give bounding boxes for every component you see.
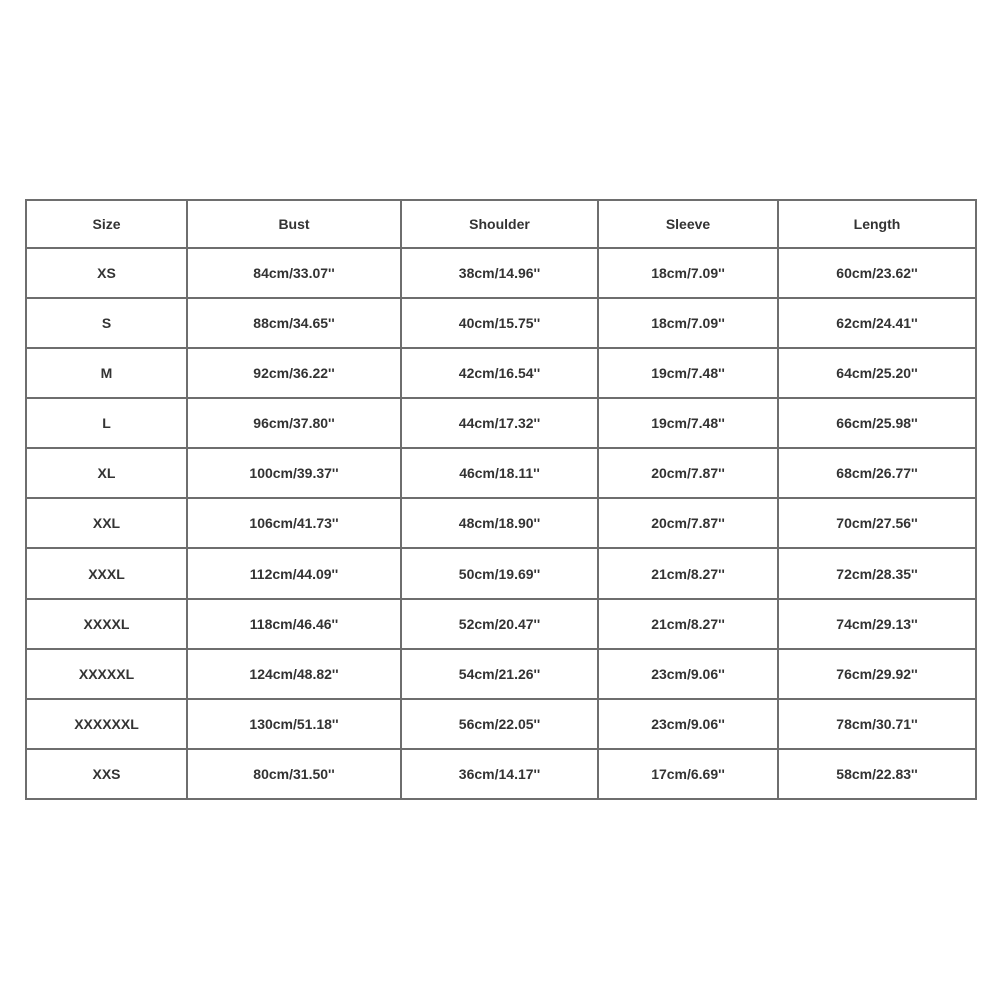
cell-size: XXXL (26, 548, 187, 598)
cell-size: XXS (26, 749, 187, 799)
header-sleeve: Sleeve (598, 200, 778, 248)
cell-length: 58cm/22.83'' (778, 749, 976, 799)
table-row (26, 749, 976, 799)
cell-shoulder: 54cm/21.26'' (401, 649, 598, 699)
cell-size: XS (26, 248, 187, 298)
cell-size: XXL (26, 498, 187, 548)
header-bust: Bust (187, 200, 401, 248)
cell-sleeve: 17cm/6.69'' (598, 749, 778, 799)
table-row (26, 649, 976, 699)
table-row (26, 348, 976, 398)
cell-length: 78cm/30.71'' (778, 699, 976, 749)
cell-sleeve: 23cm/9.06'' (598, 699, 778, 749)
cell-bust: 80cm/31.50'' (187, 749, 401, 799)
cell-sleeve: 20cm/7.87'' (598, 498, 778, 548)
cell-size: S (26, 298, 187, 348)
cell-length: 60cm/23.62'' (778, 248, 976, 298)
cell-length: 64cm/25.20'' (778, 348, 976, 398)
cell-size: XXXXXXL (26, 699, 187, 749)
cell-length: 68cm/26.77'' (778, 448, 976, 498)
cell-length: 66cm/25.98'' (778, 398, 976, 448)
cell-shoulder: 50cm/19.69'' (401, 548, 598, 598)
cell-sleeve: 18cm/7.09'' (598, 298, 778, 348)
table-body (26, 248, 976, 799)
cell-size: XXXXL (26, 599, 187, 649)
cell-bust: 130cm/51.18'' (187, 699, 401, 749)
cell-bust: 106cm/41.73'' (187, 498, 401, 548)
cell-length: 72cm/28.35'' (778, 548, 976, 598)
cell-length: 76cm/29.92'' (778, 649, 976, 699)
cell-bust: 96cm/37.80'' (187, 398, 401, 448)
cell-length: 62cm/24.41'' (778, 298, 976, 348)
cell-bust: 84cm/33.07'' (187, 248, 401, 298)
cell-sleeve: 21cm/8.27'' (598, 599, 778, 649)
cell-sleeve: 19cm/7.48'' (598, 398, 778, 448)
table-row (26, 699, 976, 749)
cell-sleeve: 20cm/7.87'' (598, 448, 778, 498)
cell-bust: 124cm/48.82'' (187, 649, 401, 699)
cell-size: M (26, 348, 187, 398)
cell-bust: 100cm/39.37'' (187, 448, 401, 498)
table-row (26, 248, 976, 298)
cell-shoulder: 44cm/17.32'' (401, 398, 598, 448)
cell-shoulder: 36cm/14.17'' (401, 749, 598, 799)
cell-shoulder: 40cm/15.75'' (401, 298, 598, 348)
cell-shoulder: 46cm/18.11'' (401, 448, 598, 498)
cell-sleeve: 19cm/7.48'' (598, 348, 778, 398)
table-row (26, 298, 976, 348)
header-shoulder: Shoulder (401, 200, 598, 248)
cell-bust: 88cm/34.65'' (187, 298, 401, 348)
table-row (26, 398, 976, 448)
cell-shoulder: 48cm/18.90'' (401, 498, 598, 548)
cell-size: XL (26, 448, 187, 498)
cell-size: L (26, 398, 187, 448)
header-length: Length (778, 200, 976, 248)
size-chart-table (25, 199, 977, 800)
cell-length: 74cm/29.13'' (778, 599, 976, 649)
table-row (26, 498, 976, 548)
cell-shoulder: 52cm/20.47'' (401, 599, 598, 649)
cell-shoulder: 42cm/16.54'' (401, 348, 598, 398)
cell-bust: 118cm/46.46'' (187, 599, 401, 649)
cell-size: XXXXXL (26, 649, 187, 699)
header-size: Size (26, 200, 187, 248)
cell-shoulder: 56cm/22.05'' (401, 699, 598, 749)
cell-bust: 92cm/36.22'' (187, 348, 401, 398)
header-row (26, 200, 976, 248)
cell-sleeve: 23cm/9.06'' (598, 649, 778, 699)
cell-sleeve: 18cm/7.09'' (598, 248, 778, 298)
cell-length: 70cm/27.56'' (778, 498, 976, 548)
table-row (26, 448, 976, 498)
table-row (26, 548, 976, 598)
cell-sleeve: 21cm/8.27'' (598, 548, 778, 598)
cell-bust: 112cm/44.09'' (187, 548, 401, 598)
table-row (26, 599, 976, 649)
cell-shoulder: 38cm/14.96'' (401, 248, 598, 298)
